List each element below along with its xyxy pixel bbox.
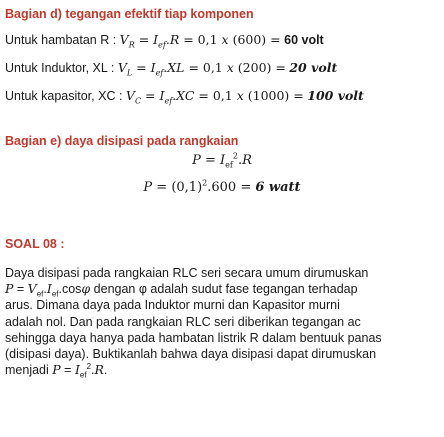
section-d-heading: Bagian d) tegangan efektif tiap komponen [5,7,254,21]
soal-line-4: adalah nol. Dan pada rangkaian RLC seri diberikan tegangan ac [5,314,361,329]
soal-heading: SOAL 08 : [5,237,65,251]
soal-line-3: arus. Dimana daya pada Induktor murni dan Kapasitor murni [5,298,340,313]
section-e-heading: Bagian e) daya disipasi pada rangkaian [5,134,239,148]
resistor-result: 60 volt [284,33,324,47]
soal-line-2: $P = V_{ef}.I_{ef}.\cos\varphi$ dengan φ adalah sudut fase tegangan terhadap [5,281,358,299]
inductor-label: Untuk Induktor, XL : [5,61,115,75]
capacitor-voltage-line [5,88,364,104]
capacitor-equation: $V_C = I_{ef}.XC = 0,1$ x (1000) = [125,88,304,106]
soal-line-7: menjadi $P = I_{ef}^2.R$. [5,362,108,380]
resistor-voltage-line [5,32,324,48]
capacitor-label: Untuk kapasitor, XC : [5,89,123,103]
power-computation: $P = (0,1)^2.600 = 6$ watt [143,178,301,195]
power-result: 6 watt [255,180,301,195]
inductor-equation: $V_L = I_{ef}.XL = 0,1$ x (200) = [117,60,286,78]
power-formula: $P = I_{ef}^2.R$ [192,151,252,170]
soal-paragraph [5,265,437,378]
resistor-label: Untuk hambatan R : [5,33,117,47]
resistor-equation: $V_R = I_{ef}.R = 0,1$ x (600) = [119,32,281,50]
inductor-result: 20 volt [289,60,338,75]
soal-line-7-prefix: menjadi [5,363,49,378]
soal-line-1: Daya disipasi pada rangkaian RLC seri secara umum dirumuskan [5,266,369,280]
soal-line-6: (disipasi daya). Buktikanlah bahwa daya disipasi dapat dirumuskan [5,347,377,362]
soal-line-5: sehingga daya hanya pada hambatan listrik R dalam bentuuk panas [5,330,382,345]
soal-line-2-text: dengan φ adalah sudut fase tegangan terhadap [93,282,358,297]
inductor-voltage-line [5,60,337,76]
capacitor-result: 100 volt [307,88,364,103]
